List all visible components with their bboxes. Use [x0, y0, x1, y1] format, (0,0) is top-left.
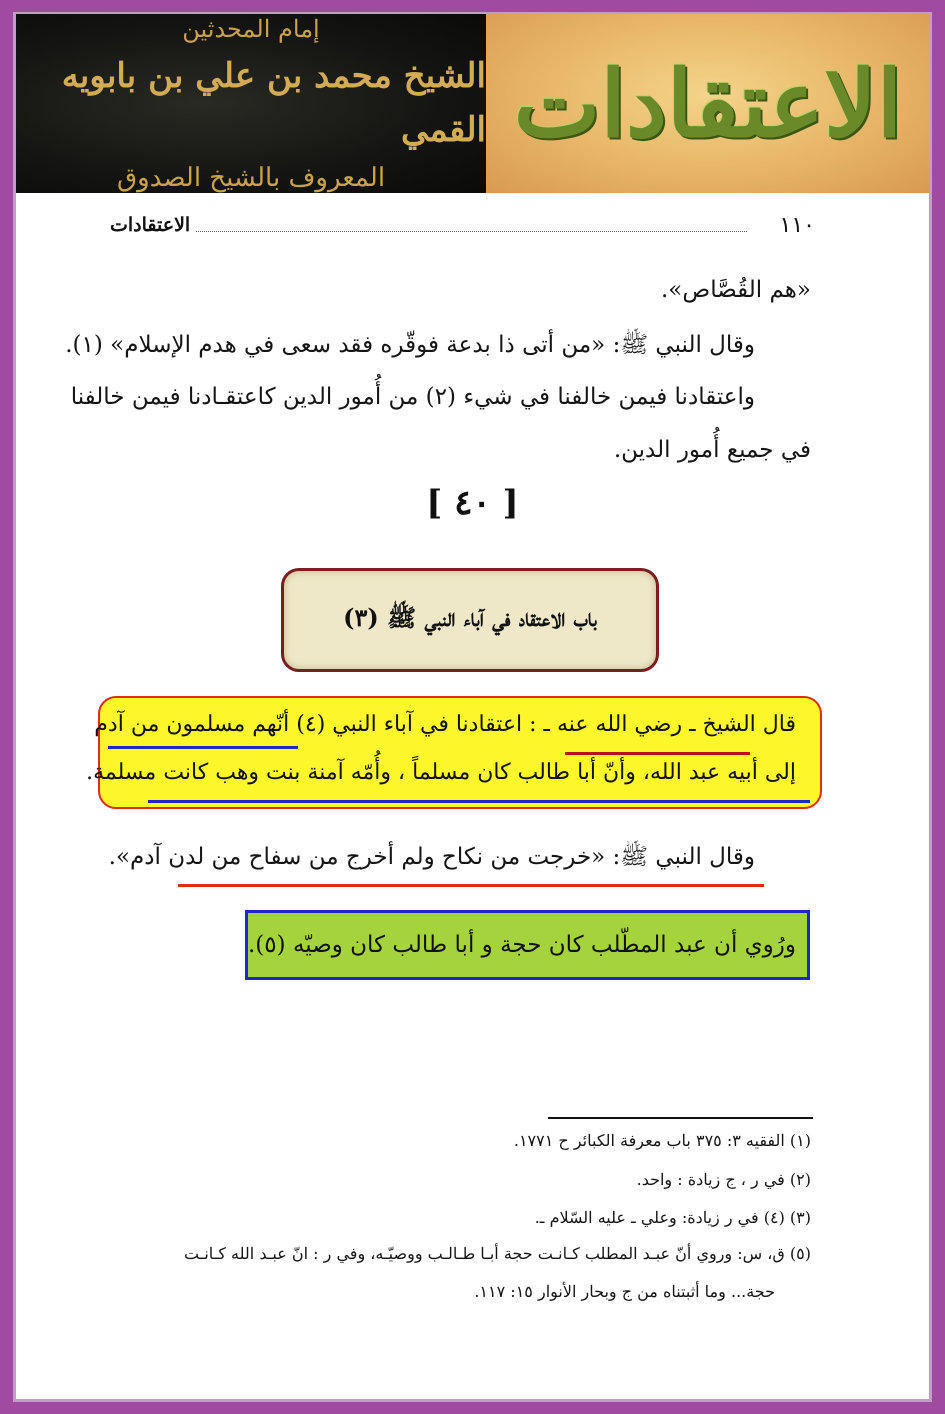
title-panel	[486, 14, 930, 193]
footnote-5: (٥) ق، س: وروي أنّ عبـد المطلب كـانـت حجة أبـا طـالـب ووصيّـه، وفي ر : انّ عبـد الله كـانـت	[183, 1244, 811, 1263]
book-title: الاعتقادات	[513, 49, 903, 158]
footnote-1: (١) الفقيه ٣: ٣٧٥ باب معرفة الكبائر ح ١٧٧١.	[513, 1131, 811, 1150]
running-title: الاعتقادات	[110, 214, 191, 236]
book-banner	[16, 14, 930, 193]
red-underline-1	[565, 752, 750, 755]
body-line-1: «هم القُصَّاص».	[661, 277, 811, 303]
red-underline-2	[178, 884, 764, 887]
chapter-title: باب الاعتقاد في آباء النبي ﷺ (٣)	[343, 602, 597, 632]
blue-underline-2	[148, 800, 810, 803]
blue-underline-1	[108, 746, 298, 749]
author-name-line: الشيخ محمد بن علي بن بابويه القمي	[61, 55, 486, 150]
body-line-2: وقال النبي ﷺ: «من أتى ذا بدعة فوقّره فقد سعى في هدم الإسلام» (١).	[65, 332, 755, 358]
hadith-line: وقال النبي ﷺ: «خرجت من نكاح ولم أخرج من سفاح من لدن آدم».	[108, 844, 755, 870]
narration-box	[245, 910, 810, 980]
narration-text: ورُوي أن عبد المطّلب كان حجة و أبا طالب كان وصيّه (٥).	[248, 932, 796, 958]
body-line-3: واعتقادنا فيمن خالفنا في شيء (٢) من أُمور الدين كاعتقـادنا فيمن خالفنا	[70, 384, 755, 410]
chapter-title-box	[281, 568, 659, 672]
author-known-as-line: المعروف بالشيخ الصدوق	[116, 162, 386, 193]
header-leader-dots	[196, 219, 747, 232]
section-number: [ ٤٠ ]	[426, 483, 519, 523]
author-panel	[16, 14, 486, 193]
footnote-2: (٢) في ر ، ج زيادة : واحد.	[636, 1170, 811, 1189]
body-line-4: في جميع أُمور الدين.	[613, 437, 811, 463]
footnote-separator	[548, 1117, 813, 1119]
footnote-3: (٣) (٤) في ر زيادة: وعلي ـ عليه السّلام ـ.	[534, 1208, 811, 1227]
highlight-line-2: إلى أبيه عبد الله، وأنّ أبا طالب كان مسلماً ، وأُمّه آمنة بنت وهب كانت مسلمة.	[86, 760, 796, 785]
page-header	[110, 205, 815, 245]
author-title-line: إمام المحدثين	[182, 14, 320, 43]
page-number: ١١٠	[779, 212, 815, 238]
footnote-5-continued: حجة... وما أثبتناه من ج وبحار الأنوار ١٥: ١١٧.	[474, 1282, 775, 1301]
highlight-line-1: قال الشيخ ـ رضي الله عنه ـ : اعتقادنا في آباء النبي (٤) أنّهم مسلمون من آدم	[94, 712, 796, 737]
